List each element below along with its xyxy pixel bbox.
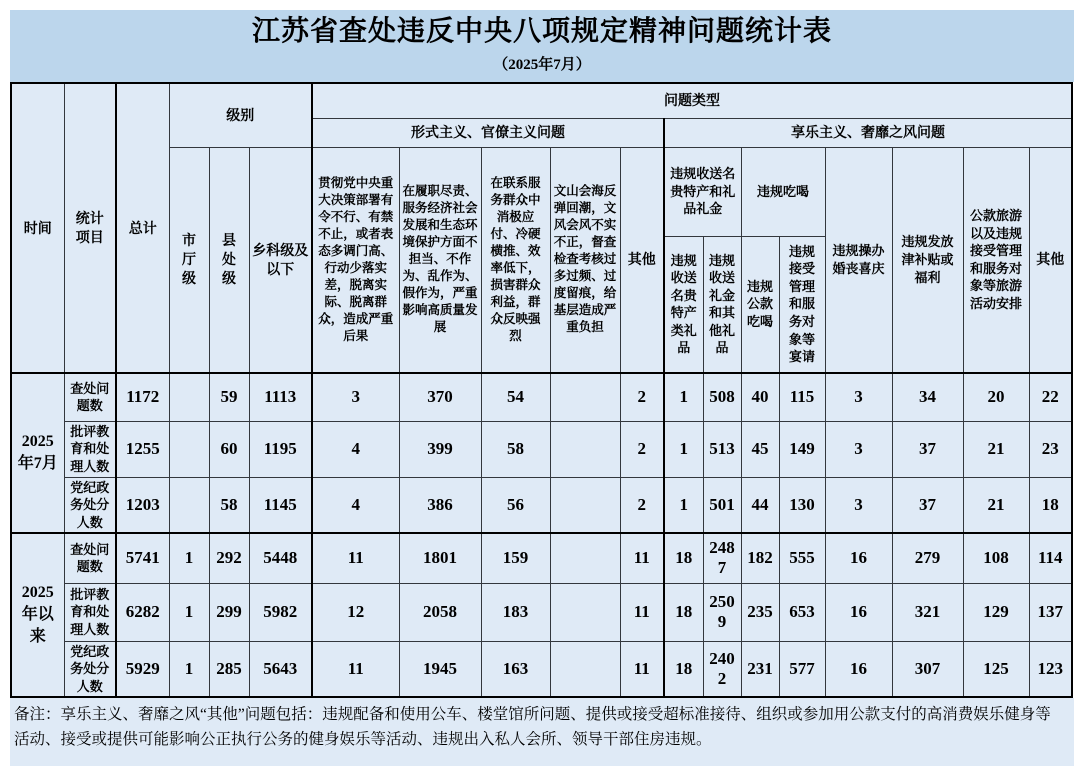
data-cell: 108 [963, 533, 1029, 583]
data-cell: 34 [892, 373, 963, 421]
data-cell: 2 [620, 477, 664, 533]
data-cell: 2058 [399, 583, 481, 641]
data-cell: 2487 [703, 533, 741, 583]
data-cell: 1 [664, 477, 703, 533]
data-cell: 18 [1029, 477, 1072, 533]
table-title-banner [10, 10, 1074, 82]
data-cell: 114 [1029, 533, 1072, 583]
data-cell: 2402 [703, 641, 741, 697]
col-header-allowances: 违规发放津补贴或福利 [892, 147, 963, 373]
col-header-formalism-1: 贯彻党中央重大决策部署有令不行、有禁不止，或者表态多调门高、行动少落实差，脱离实际、脱离群众，造成严重后果 [312, 147, 399, 373]
data-cell: 3 [825, 373, 892, 421]
data-cell: 513 [703, 421, 741, 477]
data-cell: 321 [892, 583, 963, 641]
data-cell: 37 [892, 421, 963, 477]
data-cell: 58 [209, 477, 249, 533]
data-cell: 1255 [116, 421, 169, 477]
col-header-banquet-invitations: 违规接受管理和服务对象等宴请 [779, 236, 825, 373]
data-cell: 44 [741, 477, 779, 533]
data-cell: 1 [169, 641, 209, 697]
data-cell: 40 [741, 373, 779, 421]
data-cell: 60 [209, 421, 249, 477]
footnote: 备注：享乐主义、奢靡之风“其他”问题包括：违规配备和使用公车、楼堂馆所问题、提供或接受超标准接待、组织或参加用公款支付的高消费娱乐健身等活动、接受或提供可能影响公正执行公务的健身娱乐等活动、违规出入私人会所、领导干部住房违规。 [10, 698, 1074, 766]
stat-item-cell: 批评教育和处理人数 [64, 421, 116, 477]
data-cell: 56 [481, 477, 550, 533]
data-cell: 5929 [116, 641, 169, 697]
data-cell: 235 [741, 583, 779, 641]
data-cell: 386 [399, 477, 481, 533]
data-cell: 20 [963, 373, 1029, 421]
data-cell: 1203 [116, 477, 169, 533]
data-cell: 45 [741, 421, 779, 477]
data-cell: 555 [779, 533, 825, 583]
data-cell: 1172 [116, 373, 169, 421]
data-cell [550, 373, 620, 421]
data-cell [169, 373, 209, 421]
data-cell [550, 641, 620, 697]
data-cell: 137 [1029, 583, 1072, 641]
data-cell: 1145 [249, 477, 312, 533]
col-header-public-funds-dining: 违规公款吃喝 [741, 236, 779, 373]
col-header-formalism-4: 文山会海反弹回潮，文风会风不实不正，督查检查考核过多过频、过度留痕，给基层造成严重负担 [550, 147, 620, 373]
data-cell: 11 [620, 641, 664, 697]
table-row [11, 533, 1072, 583]
data-cell: 5643 [249, 641, 312, 697]
data-cell: 18 [664, 533, 703, 583]
data-cell: 2 [620, 373, 664, 421]
table-body [11, 373, 1072, 697]
table-row [11, 583, 1072, 641]
data-cell: 285 [209, 641, 249, 697]
stat-item-cell: 批评教育和处理人数 [64, 583, 116, 641]
data-cell: 299 [209, 583, 249, 641]
data-cell: 292 [209, 533, 249, 583]
data-cell: 11 [620, 583, 664, 641]
page-subtitle: （2025年7月） [493, 57, 591, 73]
data-cell: 123 [1029, 641, 1072, 697]
col-header-travel: 公款旅游以及违规接受管理和服务对象等旅游活动安排 [963, 147, 1029, 373]
period-cell: 2025年以来 [11, 533, 64, 697]
data-cell: 59 [209, 373, 249, 421]
table-row [11, 373, 1072, 421]
table-row [11, 421, 1072, 477]
group-header-hedonism: 享乐主义、奢靡之风问题 [664, 118, 1072, 147]
page-title: 江苏省查处违反中央八项规定精神问题统计表 [251, 16, 832, 47]
data-cell: 2 [620, 421, 664, 477]
data-cell: 182 [741, 533, 779, 583]
data-cell [550, 477, 620, 533]
data-cell: 11 [312, 533, 399, 583]
col-header-formalism-2: 在履职尽责、服务经济社会发展和生态环境保护方面不担当、不作为、乱作为、假作为，严重影响高质量发展 [399, 147, 481, 373]
data-cell [169, 421, 209, 477]
data-cell: 6282 [116, 583, 169, 641]
data-cell [550, 583, 620, 641]
data-cell: 130 [779, 477, 825, 533]
data-cell: 399 [399, 421, 481, 477]
data-cell: 11 [312, 641, 399, 697]
data-cell: 279 [892, 533, 963, 583]
col-header-time: 时间 [11, 83, 64, 373]
stat-item-cell: 党纪政务处分人数 [64, 477, 116, 533]
data-cell: 12 [312, 583, 399, 641]
data-cell: 58 [481, 421, 550, 477]
data-cell: 129 [963, 583, 1029, 641]
group-header-dining: 违规吃喝 [741, 147, 825, 236]
data-cell: 3 [312, 373, 399, 421]
data-cell: 54 [481, 373, 550, 421]
data-cell: 149 [779, 421, 825, 477]
table-row [11, 641, 1072, 697]
data-cell: 183 [481, 583, 550, 641]
group-header-level: 级别 [169, 83, 312, 147]
data-cell: 231 [741, 641, 779, 697]
data-cell: 508 [703, 373, 741, 421]
data-cell: 5448 [249, 533, 312, 583]
col-header-formalism-3: 在联系服务群众中消极应付、冷硬横推、效率低下，损害群众利益，群众反映强烈 [481, 147, 550, 373]
data-cell: 1 [664, 421, 703, 477]
data-cell: 4 [312, 477, 399, 533]
col-header-city-level: 市厅级 [169, 147, 209, 373]
data-cell: 16 [825, 641, 892, 697]
data-cell: 18 [664, 641, 703, 697]
data-cell: 1113 [249, 373, 312, 421]
period-cell: 2025年7月 [11, 373, 64, 533]
data-cell: 18 [664, 583, 703, 641]
data-cell: 1 [169, 533, 209, 583]
statistics-sheet [10, 10, 1074, 766]
data-cell: 1801 [399, 533, 481, 583]
col-header-weddings-funerals: 违规操办婚丧喜庆 [825, 147, 892, 373]
data-cell: 1945 [399, 641, 481, 697]
data-cell: 16 [825, 533, 892, 583]
col-header-formalism-other: 其他 [620, 147, 664, 373]
data-cell: 163 [481, 641, 550, 697]
data-cell: 307 [892, 641, 963, 697]
data-cell: 16 [825, 583, 892, 641]
data-cell: 2509 [703, 583, 741, 641]
group-header-formalism: 形式主义、官僚主义问题 [312, 118, 664, 147]
data-cell: 23 [1029, 421, 1072, 477]
data-cell [550, 421, 620, 477]
data-cell: 501 [703, 477, 741, 533]
statistics-table [10, 82, 1073, 698]
data-cell: 653 [779, 583, 825, 641]
data-cell: 21 [963, 421, 1029, 477]
col-header-township-level: 乡科级及以下 [249, 147, 312, 373]
col-header-total: 总计 [116, 83, 169, 373]
table-header [11, 83, 1072, 373]
data-cell: 125 [963, 641, 1029, 697]
col-header-county-level: 县处级 [209, 147, 249, 373]
data-cell [550, 533, 620, 583]
data-cell: 11 [620, 533, 664, 583]
col-header-stat-item: 统计项目 [64, 83, 116, 373]
data-cell: 3 [825, 421, 892, 477]
data-cell: 577 [779, 641, 825, 697]
data-cell: 370 [399, 373, 481, 421]
stat-item-cell: 查处问题数 [64, 533, 116, 583]
stat-item-cell: 党纪政务处分人数 [64, 641, 116, 697]
col-header-hedonism-other: 其他 [1029, 147, 1072, 373]
data-cell [169, 477, 209, 533]
data-cell: 5982 [249, 583, 312, 641]
col-header-gift-cash: 违规收送礼金和其他礼品 [703, 236, 741, 373]
group-header-gifts: 违规收送名贵特产和礼品礼金 [664, 147, 741, 236]
data-cell: 22 [1029, 373, 1072, 421]
data-cell: 3 [825, 477, 892, 533]
data-cell: 1 [169, 583, 209, 641]
data-cell: 5741 [116, 533, 169, 583]
data-cell: 21 [963, 477, 1029, 533]
col-header-gift-specialty: 违规收送名贵特产类礼品 [664, 236, 703, 373]
table-row [11, 477, 1072, 533]
data-cell: 115 [779, 373, 825, 421]
stat-item-cell: 查处问题数 [64, 373, 116, 421]
data-cell: 1 [664, 373, 703, 421]
data-cell: 1195 [249, 421, 312, 477]
data-cell: 37 [892, 477, 963, 533]
data-cell: 159 [481, 533, 550, 583]
group-header-problem-type: 问题类型 [312, 83, 1072, 118]
data-cell: 4 [312, 421, 399, 477]
